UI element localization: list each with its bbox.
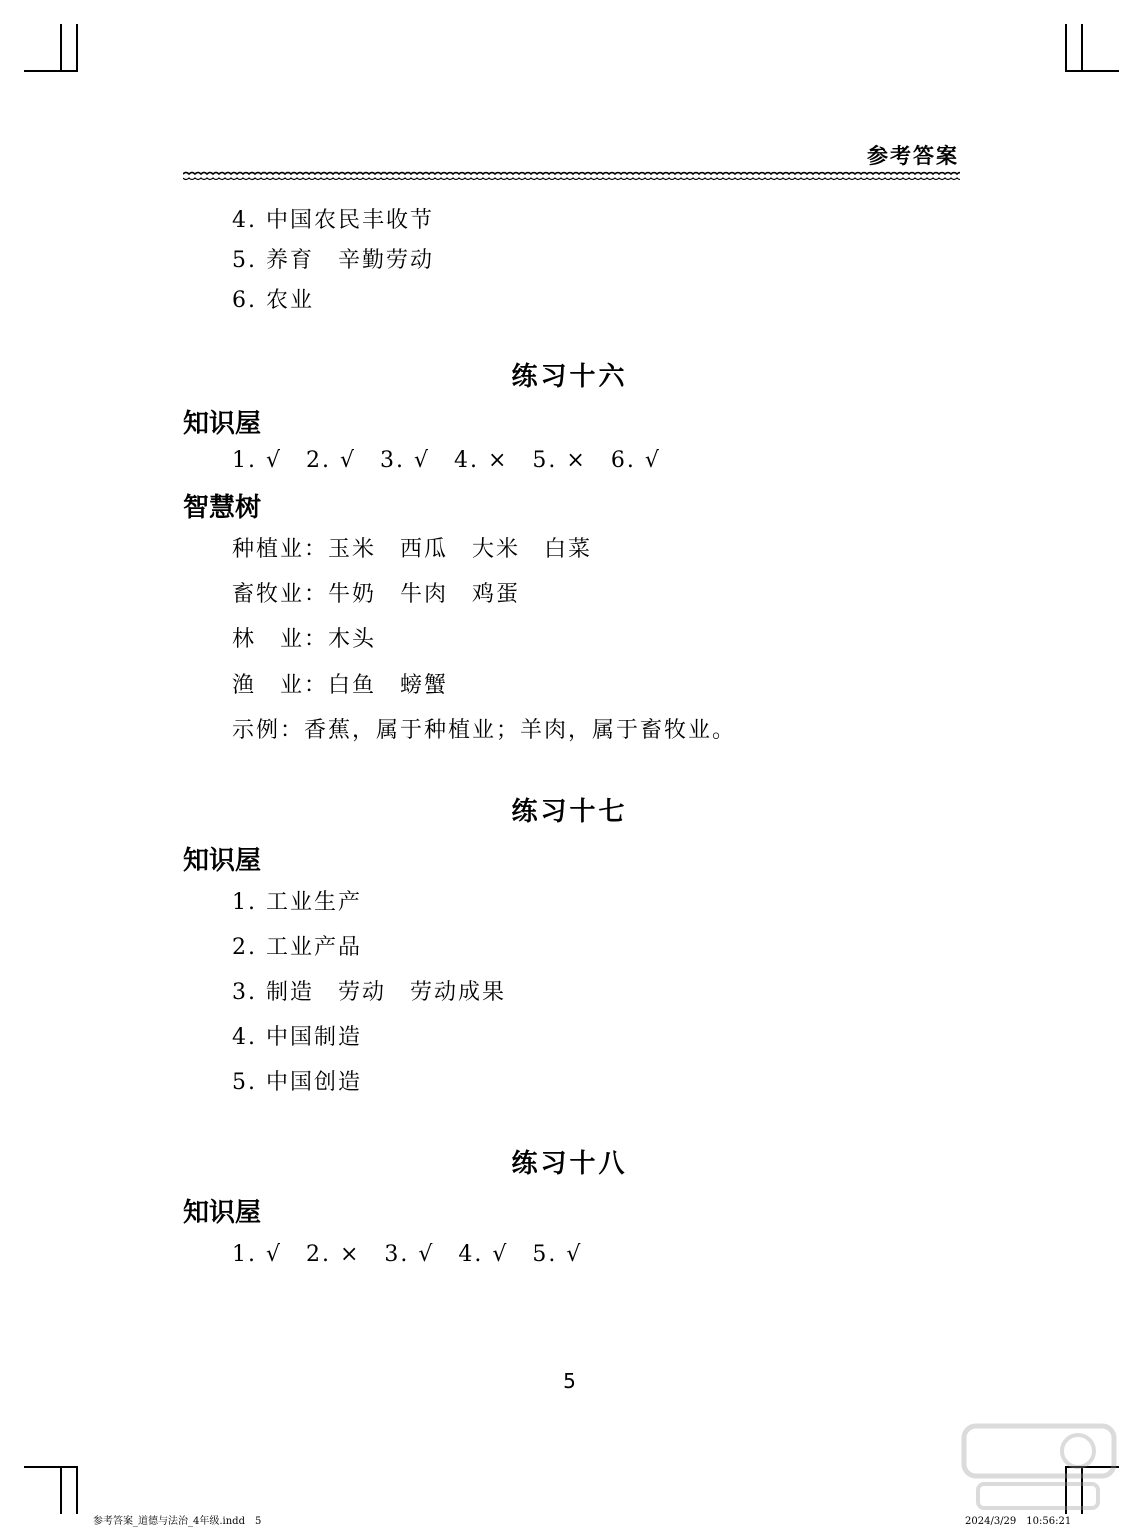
answer-line: 畜牧业：牛奶 牛肉 鸡蛋	[232, 582, 521, 607]
answer-line: 3. 制造 劳动 劳动成果	[232, 980, 506, 1005]
answer-line: 5. 养育 辛勤劳动	[232, 248, 434, 273]
section-title: 练习十八	[511, 1149, 628, 1179]
header-wave-rule	[183, 170, 960, 182]
crop-mark-bl-v2	[76, 1466, 78, 1514]
answer-line: 林 业：木头	[232, 627, 377, 652]
crop-mark-tr-v1	[1065, 24, 1067, 72]
answer-line: 5. 中国创造	[232, 1070, 362, 1095]
sub-heading: 知识屋	[183, 846, 262, 876]
answer-line: 示例：香蕉，属于种植业；羊肉，属于畜牧业。	[232, 718, 737, 743]
answer-line: 2. 工业产品	[232, 935, 362, 960]
crop-mark-tl-h	[24, 70, 76, 72]
crop-mark-tl-v1	[60, 24, 62, 72]
crop-mark-bl-v1	[60, 1466, 62, 1514]
answer-line: 6. 农业	[232, 288, 314, 313]
sub-heading: 知识屋	[183, 409, 262, 439]
answer-line: 渔 业：白鱼 螃蟹	[232, 673, 449, 698]
crop-mark-tl-v2	[76, 24, 78, 72]
section-title: 练习十六	[511, 362, 628, 392]
answer-line: 1. √ 2. × 3. √ 4. √ 5. √	[232, 1242, 583, 1267]
answer-line: 1. √ 2. √ 3. √ 4. × 5. × 6. √	[232, 448, 661, 473]
crop-mark-bl-h	[24, 1466, 76, 1468]
header-title: 参考答案	[867, 144, 959, 168]
footer-timestamp: 2024/3/29 10:56:21	[965, 1516, 1072, 1527]
answer-line: 4. 中国农民丰收节	[232, 208, 434, 233]
section-title: 练习十七	[511, 797, 628, 827]
sub-heading: 智慧树	[183, 493, 262, 523]
crop-mark-tr-h	[1067, 70, 1119, 72]
page-number: 5	[563, 1369, 576, 1393]
crop-mark-tr-v2	[1081, 24, 1083, 72]
answer-line: 1. 工业生产	[232, 890, 362, 915]
footer-file-info: 参考答案_道德与法治_4年级.indd 5	[93, 1516, 262, 1527]
answer-line: 4. 中国制造	[232, 1025, 362, 1050]
answer-line: 种植业：玉米 西瓜 大米 白菜	[232, 537, 593, 562]
sub-heading: 知识屋	[183, 1198, 262, 1228]
watermark-logo	[958, 1418, 1128, 1518]
